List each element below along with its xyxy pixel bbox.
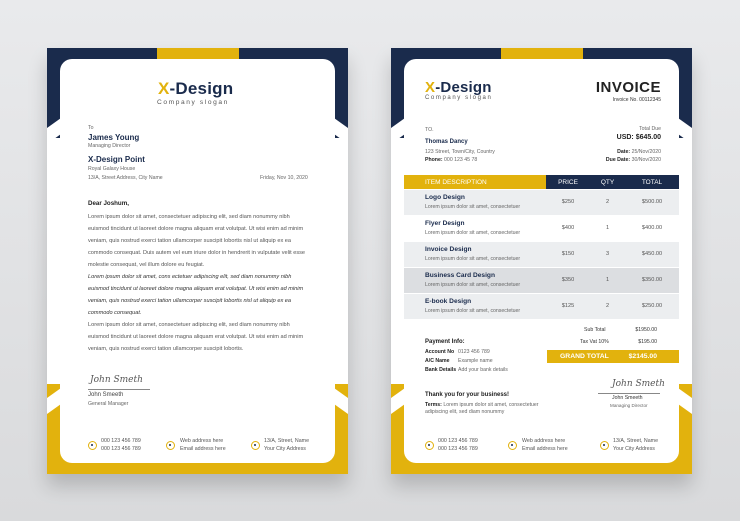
to-label: TO. xyxy=(425,127,434,133)
item-total: $450.00 xyxy=(641,251,663,257)
item-qty: 1 xyxy=(605,225,610,231)
table-row xyxy=(404,190,679,215)
letter-date: Friday, Nov 10, 2020 xyxy=(260,175,308,181)
table-row xyxy=(404,216,679,241)
header-description: ITEM DESCRIPTION xyxy=(404,175,546,189)
subtotal-label: Sub Total xyxy=(584,327,606,333)
total-due-label: Total Due xyxy=(639,126,661,132)
item-name: Business Card Design xyxy=(425,272,495,279)
letterhead-document xyxy=(47,48,348,474)
body-paragraph-3: Lorem ipsum dolor sit amet, consectetuer adipiscing elit, sed diam nonummy nibh euismod tincidunt ut laoreet dolore magna aliquam erat volutpat. Ut wisi enim ad minim veniam, quis nostrud exerci tation ullamcorper suscipit lobortis. xyxy=(88,322,304,352)
client-address: 123 Street, Town/City, Country xyxy=(425,149,495,155)
item-description: Lorem ipsum dolor sit amet, consectetuer xyxy=(425,308,521,314)
header-price: PRICE xyxy=(546,175,590,189)
item-description: Lorem ipsum dolor sit amet, consectetuer xyxy=(425,256,521,262)
grand-total-bar xyxy=(547,350,679,363)
subtotal-value: $1950.00 xyxy=(635,327,657,333)
signature-line xyxy=(598,393,660,394)
item-price: $350 xyxy=(561,277,575,283)
globe-icon xyxy=(508,441,517,450)
grand-total-value: $2145.00 xyxy=(628,353,657,360)
footer-address: 13/A, Street, Name Your City Address xyxy=(613,438,659,452)
address-line-2: 13/A, Street Address, City Name xyxy=(88,175,163,181)
invoice-number: Invoice No. 00112345 xyxy=(612,97,661,103)
footer-phones: 000 123 456 789 000 123 456 789 xyxy=(101,438,141,452)
item-total: $350.00 xyxy=(641,277,663,283)
table-row xyxy=(404,242,679,267)
payment-info-title: Payment Info: xyxy=(425,339,465,345)
company-logo: X-Design xyxy=(425,79,492,96)
signer-name: John Smeeth xyxy=(612,395,643,401)
footer-web: Web address here Email address here xyxy=(522,438,568,452)
signature: John Smeth xyxy=(90,375,143,385)
item-price: $400 xyxy=(561,225,575,231)
bank-details: Bank Details Add your bank details xyxy=(425,367,508,373)
item-name: E-book Design xyxy=(425,298,472,305)
company-name: X-Design Point xyxy=(88,155,145,164)
phone-icon xyxy=(88,441,97,450)
item-description: Lorem ipsum dolor sit amet, consectetuer xyxy=(425,204,521,210)
thank-you-message: Thank you for your business! xyxy=(425,392,510,398)
item-name: Logo Design xyxy=(425,194,465,201)
body-paragraph-2: Lorem ipsum dolor sit amet, cons ectetuer adipiscing elit, sed diam nonummy nibh euismod tincidunt ut laoreet dolore magna aliquam erat volutpat. Ut wisi enim ad minim veniam, quis nostrud exerci tation ullamcorper suscipit lobortis nisl ut aliquip ex ea commodo consequat. xyxy=(88,274,304,316)
table-row xyxy=(404,268,679,293)
item-description: Lorem ipsum dolor sit amet, consectetuer xyxy=(425,282,521,288)
invoice-document xyxy=(391,48,692,474)
item-name: Flyer Design xyxy=(425,220,465,227)
signature-line xyxy=(88,389,150,390)
item-qty: 3 xyxy=(605,251,610,257)
company-logo: X-Design xyxy=(158,79,234,98)
letterhead-page xyxy=(60,59,335,463)
location-icon xyxy=(600,441,609,450)
signature: John Smeth xyxy=(612,379,665,389)
company-slogan: Company slogan xyxy=(425,95,493,101)
client-phone: Phone: 000 123 45 78 xyxy=(425,157,478,163)
grand-total-label: GRAND TOTAL xyxy=(560,353,609,360)
signer-name: John Smeeth xyxy=(88,392,124,398)
account-name: A/C Name Example name xyxy=(425,358,493,364)
account-number: Account No 0123 456 789 xyxy=(425,349,490,355)
item-qty: 1 xyxy=(605,277,610,283)
footer-phones: 000 123 456 789 000 123 456 789 xyxy=(438,438,478,452)
signer-title: Managing Director xyxy=(610,403,648,408)
tax-value: $195.00 xyxy=(638,339,657,345)
terms: Terms: Lorem ipsum dolor sit amet, consectetuer xyxy=(425,402,539,408)
invoice-page xyxy=(404,59,679,463)
footer-web: Web address here Email address here xyxy=(180,438,226,452)
table-row xyxy=(404,294,679,319)
body-paragraph-1: Lorem ipsum dolor sit amet, consectetuer adipiscing elit, sed diam nonummy nibh euismod tincidunt ut laoreet dolore magna aliquam erat volutpat. Ut wisi enim ad minim veniam, quis nostrud exerci tation ullamcorper suscipit lobortis nisl ut aliquip ex ea commodo consequat. Duis autem vel eum iriure dolor in hendrerit in vulputate velit esse molestie consequat, vel illum dolore eu feugiat. xyxy=(88,214,306,268)
client-name: Thomas Dancy xyxy=(425,139,468,145)
recipient-name: James Young xyxy=(88,133,140,142)
item-price: $150 xyxy=(561,251,575,257)
invoice-title: INVOICE xyxy=(595,79,661,96)
item-total: $250.00 xyxy=(641,303,663,309)
company-slogan: Company slogan xyxy=(157,99,229,106)
item-total: $400.00 xyxy=(641,225,663,231)
invoice-date: Date: 25/Nov/2020 xyxy=(617,149,661,155)
signer-title: General Manager xyxy=(88,401,129,407)
item-name: Invoice Design xyxy=(425,246,472,253)
recipient-title: Managing Director xyxy=(88,143,131,149)
item-price: $125 xyxy=(561,303,575,309)
item-total: $500.00 xyxy=(641,199,663,205)
to-label: To xyxy=(88,125,94,131)
header-total: TOTAL xyxy=(625,175,679,189)
header-qty: QTY xyxy=(590,175,625,189)
greeting: Dear Joshum, xyxy=(88,200,129,207)
item-price: $250 xyxy=(561,199,575,205)
item-qty: 2 xyxy=(605,199,610,205)
invoice-due-date: Due Date: 30/Nov/2020 xyxy=(605,157,661,163)
address-line-1: Royal Galaxy House xyxy=(88,166,136,172)
tax-label: Tax Vat 10% xyxy=(580,339,609,345)
globe-icon xyxy=(166,441,175,450)
item-qty: 2 xyxy=(605,303,610,309)
total-due-value: USD: $645.00 xyxy=(616,134,661,141)
item-description: Lorem ipsum dolor sit amet, consectetuer xyxy=(425,230,521,236)
location-icon xyxy=(251,441,260,450)
table-header xyxy=(404,175,679,189)
phone-icon xyxy=(425,441,434,450)
terms-continued: adipiscing elit, sed diam nonummy xyxy=(425,409,505,415)
footer-address: 13/A, Street, Name Your City Address xyxy=(264,438,310,452)
